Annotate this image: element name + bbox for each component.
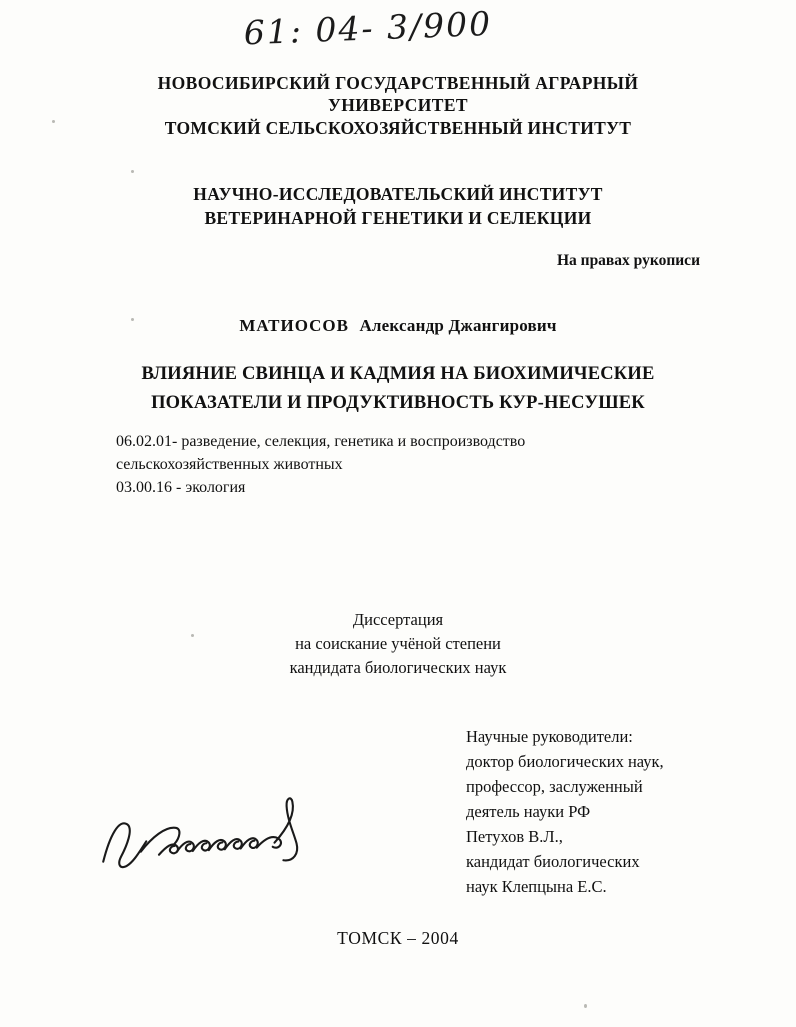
signature-icon bbox=[94, 784, 328, 886]
supervisors-line-6: кандидат биологических bbox=[466, 852, 640, 871]
organization-line-1: НОВОСИБИРСКИЙ ГОСУДАРСТВЕННЫЙ АГРАРНЫЙ bbox=[157, 73, 639, 93]
degree-line-1: Диссертация bbox=[352, 610, 444, 629]
institute-line-1: НАУЧНО-ИССЛЕДОВАТЕЛЬСКИЙ ИНСТИТУТ bbox=[193, 184, 603, 204]
scan-speck bbox=[584, 1004, 587, 1008]
title-line-2: ПОКАЗАТЕЛИ И ПРОДУКТИВНОСТЬ КУР-НЕСУШЕК bbox=[151, 393, 645, 413]
supervisors-block bbox=[466, 724, 664, 899]
degree-line-3: кандидата биологических наук bbox=[289, 658, 507, 677]
specialty-codes bbox=[116, 430, 525, 499]
institute-block bbox=[0, 182, 796, 230]
dissertation-title bbox=[60, 360, 736, 418]
supervisors-line-3: профессор, заслуженный bbox=[466, 777, 643, 796]
supervisors-line-7: наук Клепцына Е.С. bbox=[466, 877, 607, 896]
author-name bbox=[0, 316, 796, 336]
specialty-line-3: 03.00.16 - экология bbox=[116, 479, 246, 496]
manuscript-rights-note: На правах рукописи bbox=[556, 252, 700, 269]
degree-statement bbox=[0, 608, 796, 680]
supervisors-line-2: доктор биологических наук, bbox=[466, 752, 664, 771]
author-given-names: Александр Джангирович bbox=[359, 316, 557, 335]
supervisors-line-4: деятель науки РФ bbox=[466, 802, 591, 821]
city-and-year: ТОМСК – 2004 bbox=[337, 928, 459, 948]
handwritten-archive-code: 61: 04- 3/900 bbox=[243, 3, 493, 53]
title-line-1: ВЛИЯНИЕ СВИНЦА И КАДМИЯ НА БИОХИМИЧЕСКИЕ bbox=[141, 364, 655, 384]
supervisors-line-5: Петухов В.Л., bbox=[466, 827, 563, 846]
scan-speck bbox=[131, 170, 134, 173]
institute-line-2: ВЕТЕРИНАРНОЙ ГЕНЕТИКИ И СЕЛЕКЦИИ bbox=[204, 208, 592, 228]
author-surname: МАТИОСОВ bbox=[239, 316, 349, 335]
specialty-line-1: 06.02.01- разведение, селекция, генетика и воспроизводство bbox=[116, 433, 526, 450]
supervisors-line-1: Научные руководители: bbox=[466, 727, 633, 746]
organization-line-3: ТОМСКИЙ СЕЛЬСКОХОЗЯЙСТВЕННЫЙ ИНСТИТУТ bbox=[164, 118, 632, 138]
handwritten-signature bbox=[94, 784, 328, 886]
organization-line-2: УНИВЕРСИТЕТ bbox=[328, 95, 468, 115]
degree-line-2: на соискание учёной степени bbox=[295, 634, 501, 653]
organization-block bbox=[0, 72, 796, 140]
specialty-line-2: сельскохозяйственных животных bbox=[116, 456, 343, 473]
